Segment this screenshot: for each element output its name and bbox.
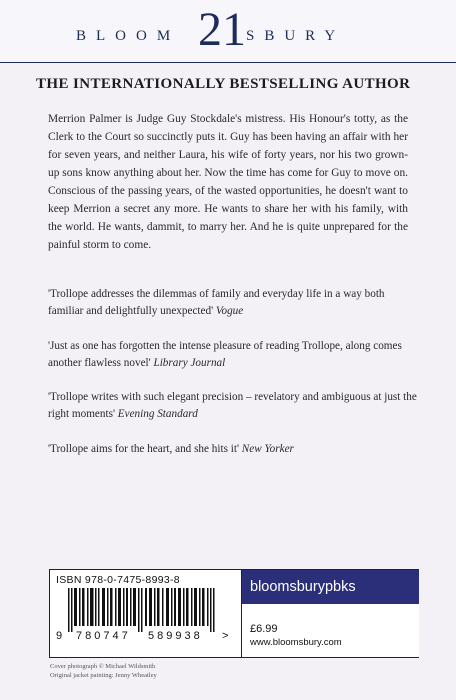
barcode-panel	[49, 569, 419, 658]
quote-text: 'Just as one has forgotten the intense pleasure of reading Trollope, along comes another flawless novel'	[48, 340, 402, 369]
quote-text: 'Trollope addresses the dilemmas of family and everyday life in a way both familiar and delightfully unexpected'	[48, 288, 385, 317]
quote-source: New Yorker	[241, 443, 294, 455]
quote-text: 'Trollope writes with such elegant precision – revelatory and ambiguous at just the right moments'	[48, 391, 417, 420]
review-quote	[48, 389, 418, 423]
image-credits	[50, 662, 157, 680]
quote-source: Evening Standard	[117, 408, 198, 420]
blurb: Merrion Palmer is Judge Guy Stockdale's mistress. His Honour's totty, as the Clerk to the Court so succinctly puts it. Guy has been having an affair with her for seven years, and neither Laura, his wife of forty years, nor his two grown-up sons know anything about her. Now the time has come for Guy to move on. Conscious of the passing years, of the wasted opportunities, he doesn't want to keep Merrion a secret any more. He wants to share her with his family, with the world. He wants, dammit, to marry her. And he is quite unprepared for the painful storm to come.	[48, 113, 408, 251]
isbn-label: ISBN 978-0-7475-8993-8	[56, 574, 180, 586]
review-quote	[48, 286, 418, 320]
review-quote	[48, 441, 418, 458]
quote-source: Vogue	[215, 305, 244, 317]
isbn-area	[50, 570, 240, 657]
brand-right: SBURY	[246, 28, 346, 44]
publisher-logo: bloomsburypbks	[242, 570, 419, 604]
publisher-header	[0, 0, 456, 63]
brand-anniversary-number: 21	[198, 3, 246, 56]
quote-source: Library Journal	[153, 357, 226, 369]
headline: THE INTERNATIONALLY BESTSELLING AUTHOR	[36, 76, 411, 92]
barcode-digits-right: 589938	[148, 630, 203, 642]
credit-line: Cover photograph © Michael Wildsmith	[50, 663, 156, 670]
barcode-digit-first: 9	[56, 630, 63, 642]
barcode-digit-end: >	[222, 630, 229, 642]
price: £6.99	[250, 623, 278, 635]
barcode-icon	[58, 588, 234, 632]
publisher-website: www.bloomsbury.com	[250, 637, 342, 648]
publisher-area	[241, 570, 419, 657]
review-quote	[48, 338, 418, 372]
credit-line: Original jacket painting: Jenny Wheatley	[50, 672, 157, 679]
brand-left: BLOOM	[76, 28, 181, 44]
quote-text: 'Trollope aims for the heart, and she hits it'	[48, 443, 239, 455]
barcode-digits-left: 780747	[76, 630, 131, 642]
